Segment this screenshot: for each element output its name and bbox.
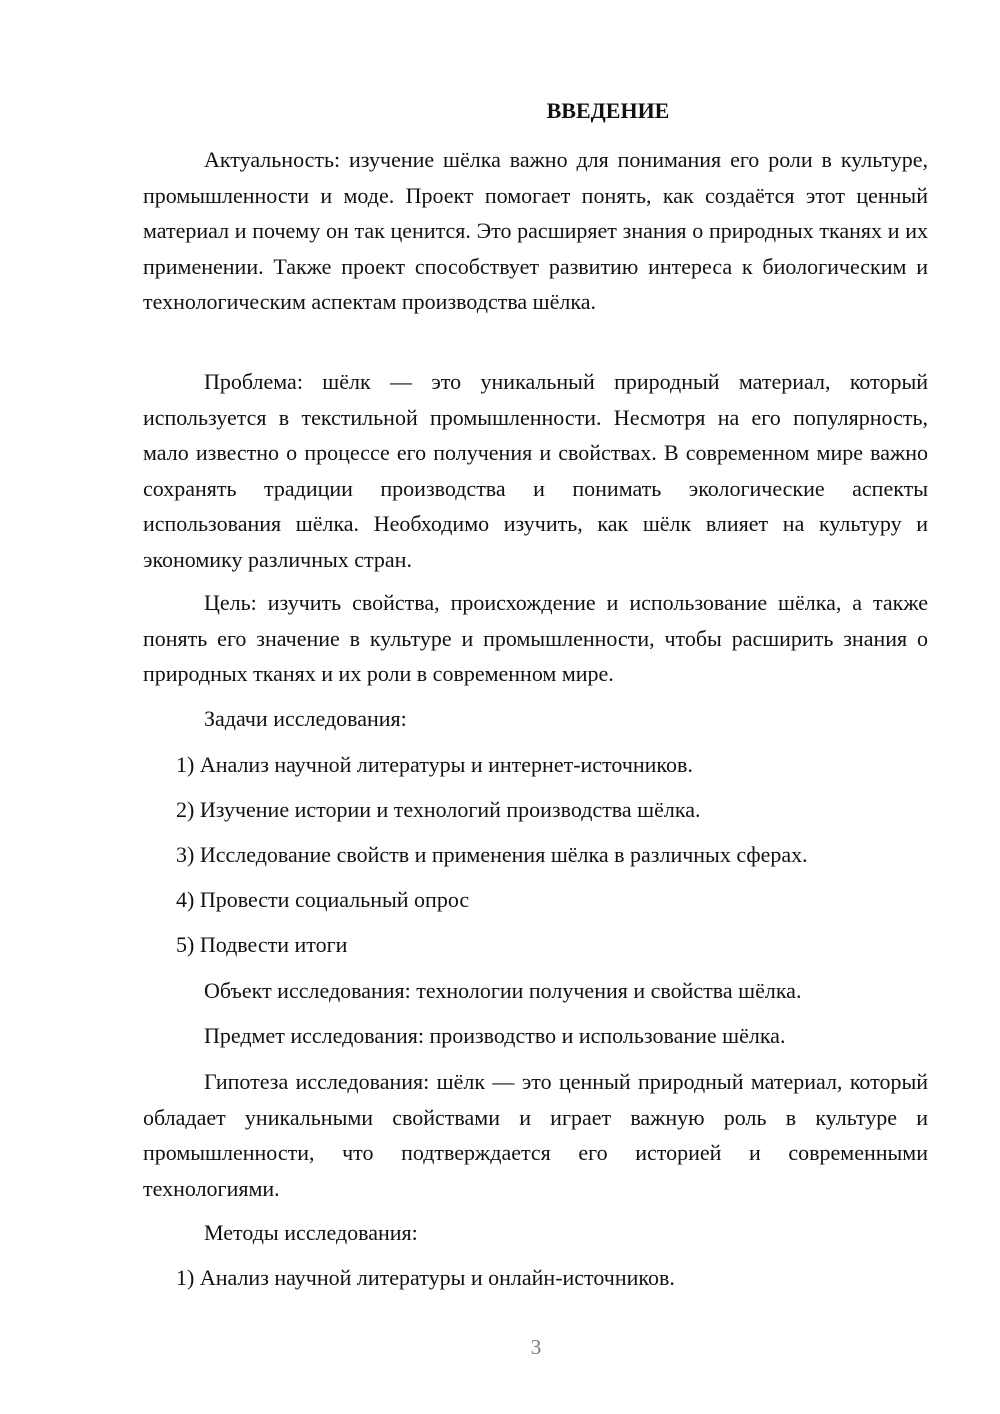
- task-item: 5) Подвести итоги: [176, 932, 348, 957]
- task-item: 1) Анализ научной литературы и интернет-источников.: [176, 752, 693, 777]
- object-line: Объект исследования: технологии получения и свойства шёлка.: [204, 978, 802, 1003]
- page-title: ВВЕДЕНИЕ: [546, 98, 670, 123]
- tasks-heading: Задачи исследования:: [204, 706, 407, 731]
- method-item: 1) Анализ научной литературы и онлайн-источников.: [176, 1265, 675, 1290]
- hypothesis-paragraph: Гипотеза исследования: шёлк — это ценный природный материал, который обладает уникальными свойствами и играет важную роль в культуре и промышленности, что подтверждается его историей и современными технологиями.: [143, 1069, 928, 1201]
- methods-heading: Методы исследования:: [204, 1220, 418, 1245]
- task-item: 2) Изучение истории и технологий производства шёлка.: [176, 797, 701, 822]
- subject-line: Предмет исследования: производство и использование шёлка.: [204, 1023, 786, 1048]
- relevance-paragraph: Актуальность: изучение шёлка важно для понимания его роли в культуре, промышленности и моде. Проект помогает понять, как создаётся этот ценный материал и почему он так ценится. Это расширяет знания о природных тканях и их применении. Также проект способствует развитию интереса к биологическим и технологическим аспектам производства шёлка.: [143, 147, 928, 314]
- page-number: 3: [530, 1335, 542, 1359]
- task-item: 3) Исследование свойств и применения шёлка в различных сферах.: [176, 842, 808, 867]
- problem-paragraph: Проблема: шёлк — это уникальный природный материал, который используется в текстильной промышленности. Несмотря на его популярность, мало известно о процессе его получения и свойствах. В современном мире важно сохранять традиции производства и понимать экологические аспекты использования шёлка. Необходимо изучить, как шёлк влияет на культуру и экономику различных стран.: [143, 369, 928, 572]
- task-item: 4) Провести социальный опрос: [176, 887, 470, 912]
- goal-paragraph: Цель: изучить свойства, происхождение и использование шёлка, а также понять его значение в культуре и промышленности, чтобы расширить знания о природных тканях и их роли в современном мире.: [143, 590, 928, 686]
